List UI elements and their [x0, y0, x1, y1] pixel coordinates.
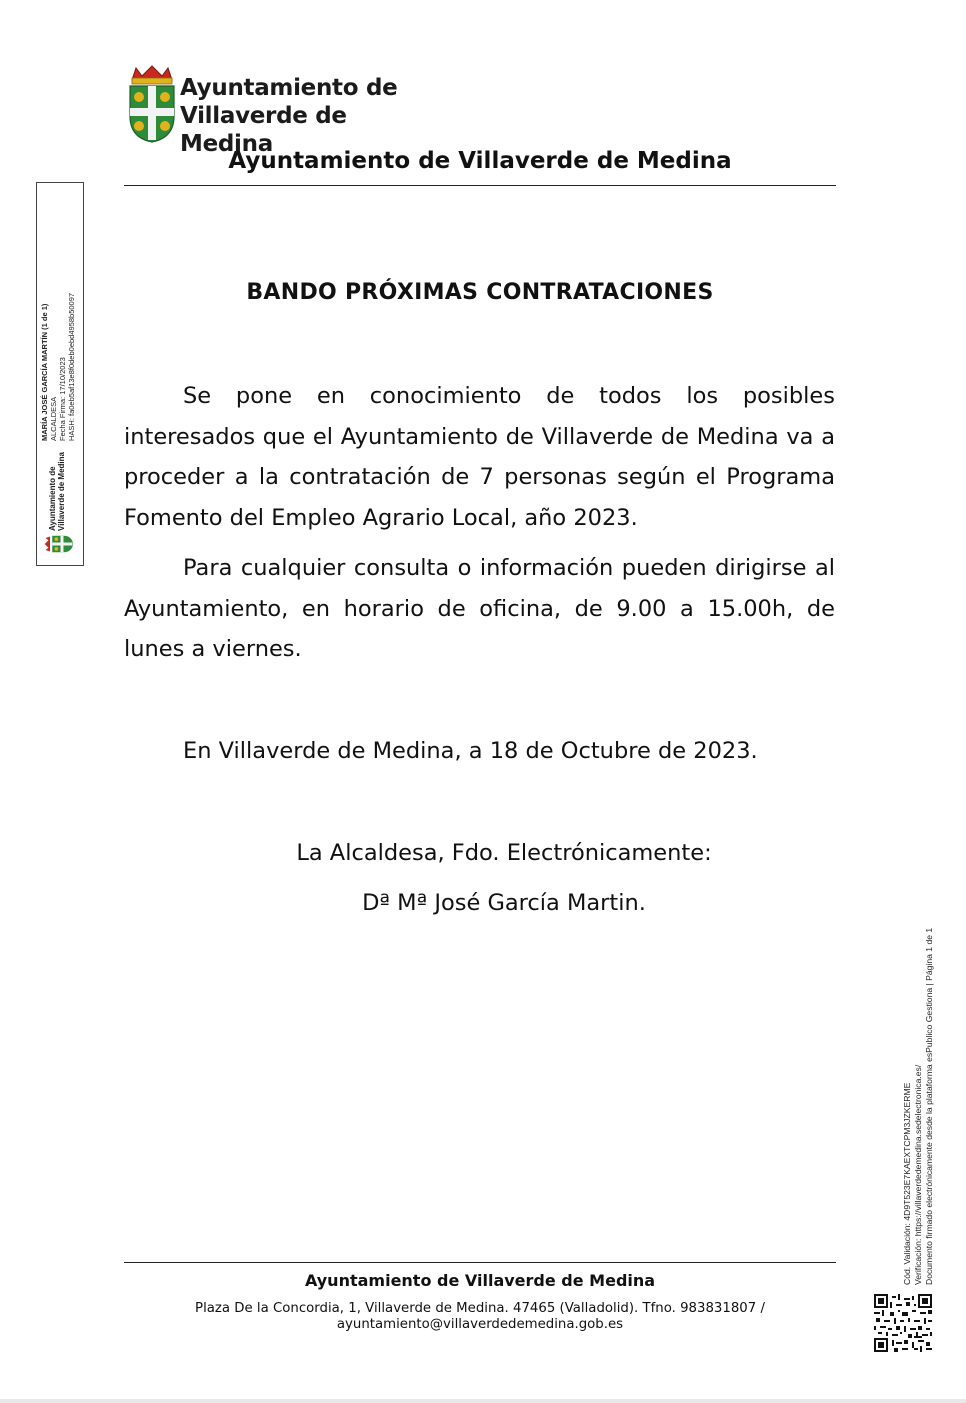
place-date: En Villaverde de Medina, a 18 de Octubre de 2023.	[183, 738, 758, 764]
page-edge	[0, 1399, 966, 1403]
stamp-info	[40, 293, 76, 441]
qr-code-icon	[874, 1294, 932, 1352]
footer-email: ayuntamiento@villaverdedemedina.gob.es	[336, 1317, 624, 1332]
verification-text	[902, 875, 936, 1285]
logo-line-2: Villaverde de Medina	[180, 103, 347, 157]
municipal-logo	[126, 64, 416, 157]
signature-name: Dª Mª José García Martin.	[362, 890, 646, 916]
logo-line-1: Ayuntamiento de	[180, 75, 398, 101]
coat-of-arms-icon	[126, 64, 178, 144]
stamp-signer: MARÍA JOSÉ GARCÍA MARTÍN (1 de 1)	[40, 303, 49, 441]
footer-title: Ayuntamiento de Villaverde de Medina	[304, 1271, 656, 1290]
verification-code: Cód. Validación: 4D9T523E7KAEXTCPM3JZKERME	[902, 1082, 912, 1285]
signature-role: La Alcaldesa, Fdo. Electrónicamente:	[296, 840, 712, 866]
stamp-date: Fecha Firma: 17/10/2023	[58, 357, 67, 441]
stamp-logo-icon	[44, 533, 74, 555]
header-title: Ayuntamiento de Villaverde de Medina	[228, 148, 732, 174]
verification-url: Verificación: https://villaverdedemedina.sedelectronica.es/	[913, 1064, 923, 1285]
footer-divider	[124, 1262, 836, 1263]
stamp-org-line-1: Ayuntamiento de	[48, 466, 57, 531]
signature-stamp	[36, 182, 84, 566]
document-title: BANDO PRÓXIMAS CONTRATACIONES	[246, 280, 714, 305]
stamp-org-line-2: Villaverde de Medina	[57, 452, 66, 531]
header-divider	[124, 185, 836, 186]
body-paragraph-1: Se pone en conocimiento de todos los posibles interesados que el Ayuntamiento de Villaverde de Medina va a proceder a la contratación de 7 personas según el Programa Fomento del Empleo Agrario Local, año 2023.	[124, 383, 835, 532]
verification-note: Documento firmado electrónicamente desde la plataforma esPublico Gestiona | Página 1 de 1	[924, 927, 934, 1285]
stamp-org	[48, 452, 66, 531]
logo-text	[180, 74, 416, 158]
footer-address-line: Plaza De la Concordia, 1, Villaverde de Medina. 47465 (Valladolid). Tfno. 983831807 /	[195, 1301, 765, 1316]
footer-address	[124, 1301, 836, 1333]
body-paragraph-2: Para cualquier consulta o información pueden dirigirse al Ayuntamiento, en horario de oficina, de 9.00 a 15.00h, de lunes a viernes.	[124, 555, 835, 663]
stamp-hash: HASH: fa0eb5af13e8f0deb0ebd4958b50097	[67, 292, 76, 441]
stamp-role: ALCALDESA	[49, 396, 58, 441]
